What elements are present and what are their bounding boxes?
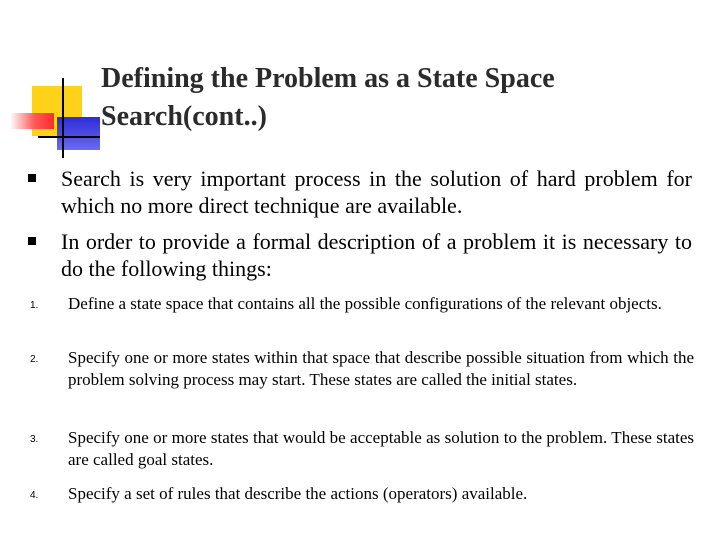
numbered-item-text: Define a state space that contains all the possible configurations of the relevant objects. <box>68 294 662 313</box>
red-bar-decoration <box>10 113 54 129</box>
numbered-item <box>30 427 694 471</box>
slide-title-line-1: Defining the Problem as a State Space <box>101 63 555 94</box>
horizontal-line-decoration <box>38 136 100 138</box>
numbered-item <box>30 293 694 315</box>
item-number: 3. <box>30 434 39 445</box>
slide-logo-decoration <box>0 0 110 170</box>
bullet-item <box>28 228 692 282</box>
numbered-item-text: Specify one or more states within that space that describe possible situation from which the problem solving process may start. These states are called the initial states. <box>68 348 694 389</box>
slide-title-line-2: Search(cont..) <box>101 101 267 132</box>
bullet-text: In order to provide a formal description of a problem it is necessary to do the following things: <box>61 229 692 281</box>
item-number: 4. <box>30 490 39 501</box>
item-number: 2. <box>30 354 39 365</box>
numbered-item <box>30 347 694 391</box>
bullet-text: Search is very important process in the solution of hard problem for which no more direct technique are available. <box>61 166 692 218</box>
square-bullet-icon <box>28 237 36 245</box>
numbered-item-text: Specify one or more states that would be acceptable as solution to the problem. These states are called goal states. <box>68 428 694 469</box>
square-bullet-icon <box>28 174 36 182</box>
slide-title <box>101 60 661 136</box>
bullet-item <box>28 165 692 219</box>
item-number: 1. <box>30 300 39 311</box>
numbered-item-text: Specify a set of rules that describe the actions (operators) available. <box>68 484 528 503</box>
numbered-item <box>30 483 694 505</box>
vertical-line-decoration <box>62 78 64 158</box>
